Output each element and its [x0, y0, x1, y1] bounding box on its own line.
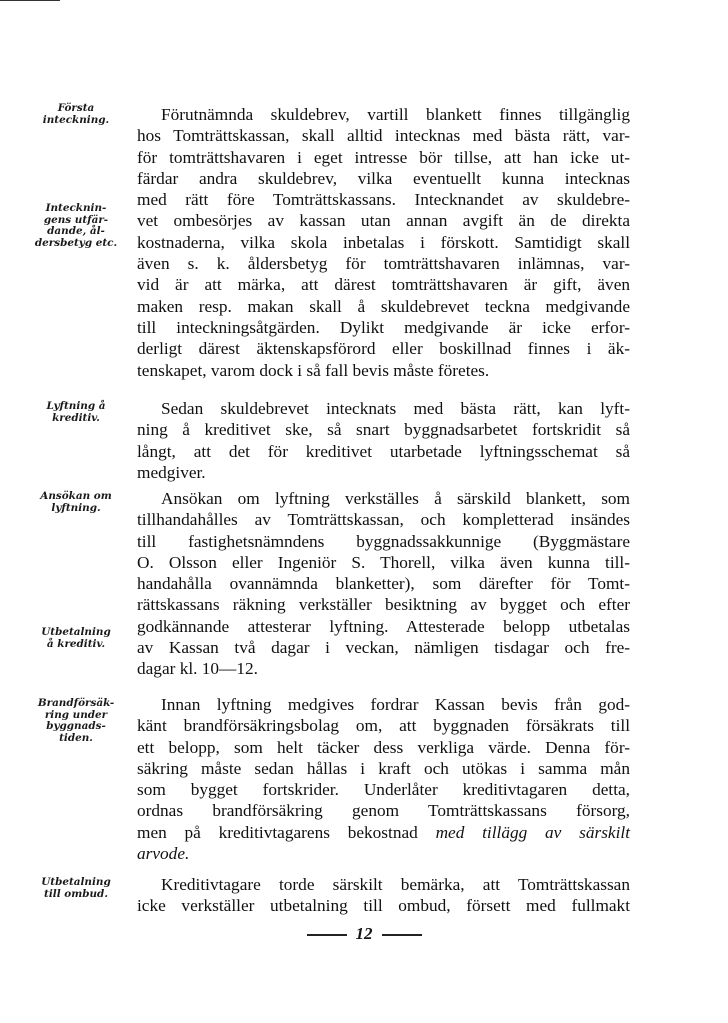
margin-note-forsta-inteckning: Första inteckning.: [42, 102, 110, 126]
paragraph-utbetalning-ombud: Kreditivtagare torde särskilt bemärka, att Tomträttskassan icke verkställer utbetalning till ombud, försett med fullmakt: [137, 875, 630, 916]
page-number: 12: [0, 924, 728, 944]
folio-dash-left: [307, 934, 347, 935]
margin-note-brandforsakring: Brandförsäk- ring under byggnads- tiden.: [37, 697, 115, 744]
margin-note-utbetalning-kreditiv: Utbetalning å kreditiv.: [41, 626, 111, 650]
margin-note-lyftning-kreditiv: Lyftning å kreditiv.: [46, 400, 106, 424]
line-with-italic: men på kreditivtagarens bekostnad med tillägg av särskilt: [137, 822, 630, 842]
paragraph-forsta-inteckning: Förutnämnda skuldebrev, vartill blankett finnes tillgänglig hos Tomträttskassan, skall alltid intecknas med bästa rätt, var- för tomträttshavaren i eget intresse bör tillse, att han icke ut- färdar andra skuldebrev, vilka eventuellt kunna intecknas med rätt före Tomträttskassans. Intecknandet av skuldebre- vet ombesörjes av kassan utan annan avgift än de direkta kostnaderna, vilka skola inbetalas i förskott. Samtidigt skall även s. k. åldersbetyg för tomträttshavaren inlämnas, var- vid är att märka, att därest tomträttshavaren är gift, även maken resp. makan skall å skuldebrevet teckna medgivande till inteckningsåtgärden. Dylikt medgivande är icke erfor- derligt därest äktenskapsförord eller boskillnad finnes i äk- tenskapet, varom dock i så fall bevis måste företes.: [137, 105, 630, 380]
top-rule: [0, 0, 60, 1]
paragraph-lyftning-kreditiv: Sedan skuldebrevet intecknats med bästa rätt, kan lyft- ning å kreditivet ske, så snart byggnadsarbetet fortskridit så långt, att det för kreditivet utarbetade lyftningsschemat så medgiver.: [137, 399, 630, 482]
margin-note-ansokan-lyftning: Ansökan om lyftning.: [40, 490, 112, 514]
margin-note-utbetalning-ombud: Utbetalning till ombud.: [41, 876, 111, 900]
margin-note-inteckningens-utfardande: Intecknin- gens utfär- dande, ål- dersbetyg etc.: [34, 202, 118, 249]
paragraph-brandforsakring: Innan lyftning medgives fordrar Kassan bevis från god- känt brandförsäkringsbolag om, att byggnaden försäkrats till ett belopp, som helt täcker dess verkliga värde. Denna för- säkring måste sedan hållas i kraft och utökas i samma mån som bygget fortskrider. Underlåter kreditivtagaren detta, ordnas brandförsäkring genom Tomträttskassans försorg, men på kreditivtagarens bekostnad med tillägg av särskilt arvode.: [137, 695, 630, 864]
paragraph-ansokan-lyftning: Ansökan om lyftning verkställes å särskild blankett, som tillhandahålles av Tomträttskassan, och kompletterad insändes till fastighetsnämndens byggnadssakkunnige (Byggmästare O. Olsson eller Ingeniör S. Thorell, vilka även kunna till- handahålla ovannämnda blanketter), som därefter för Tomt- rättskassans räkning verkställer besiktning av bygget och efter godkännande attesterar lyftning. Attesterade belopp utbetalas av Kassan två dagar i veckan, nämligen tisdagar och fre- dagar kl. 10—12.: [137, 489, 630, 679]
italic-phrase: med tillägg av särskilt: [435, 822, 630, 842]
folio-dash-right: [382, 934, 422, 935]
